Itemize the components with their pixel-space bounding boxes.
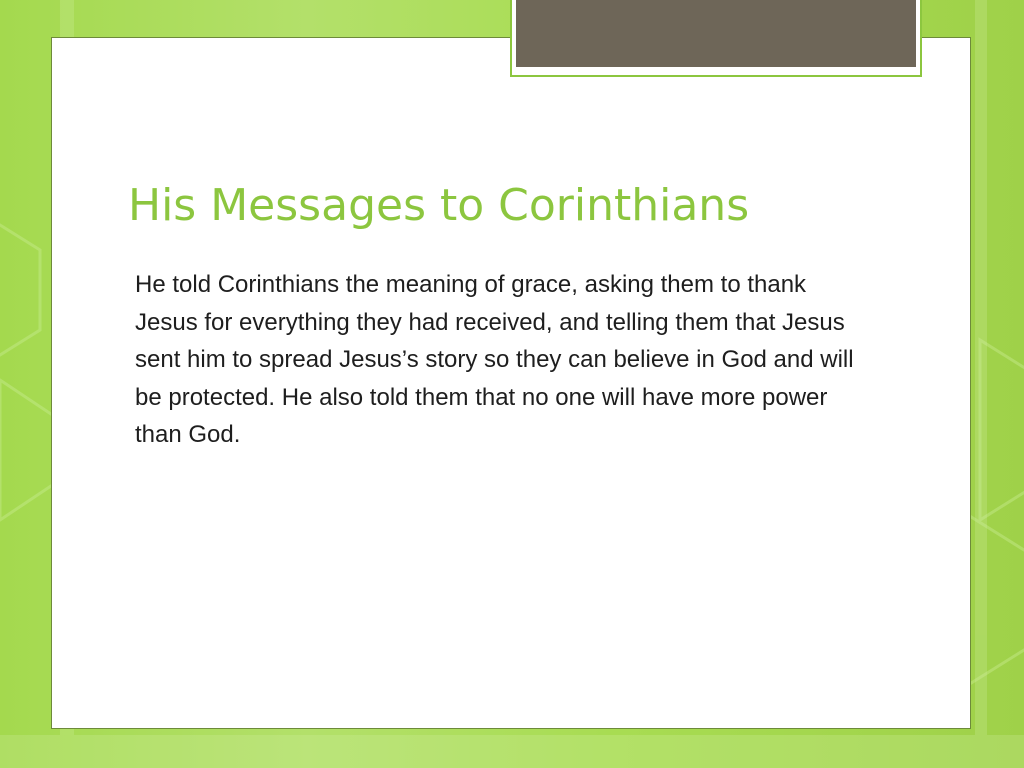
slide-title: His Messages to Corinthians: [128, 180, 750, 231]
decorative-tab: [516, 0, 916, 67]
slide-body-text: He told Corinthians the meaning of grace, asking them to thank Jesus for everything they had received, and telling them that Jesus sent him to spread Jesus’s story so they can believe in God and will be protected. He also told them that no one will have more power than God.: [135, 271, 854, 448]
